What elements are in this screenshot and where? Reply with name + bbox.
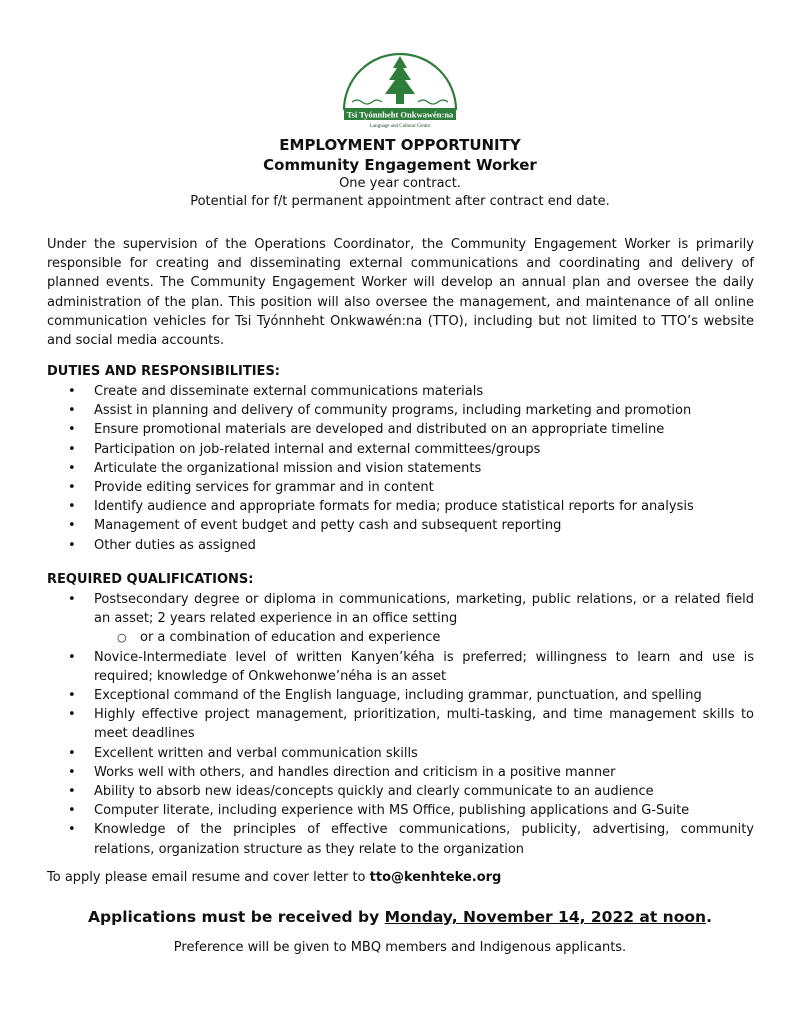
bullet-icon: •	[68, 422, 76, 438]
duties-list	[47, 382, 754, 555]
page-title: EMPLOYMENT OPPORTUNITY	[279, 136, 521, 154]
bullet-icon: •	[68, 460, 76, 476]
bullet-icon: •	[68, 592, 76, 607]
logo-subtitle-text: Language and Cultural Centre	[369, 124, 431, 129]
bullet-icon: •	[68, 537, 76, 553]
organization-logo	[338, 48, 462, 130]
qualifications-list	[47, 590, 754, 859]
list-item: • Ability to absorb new ideas/concepts quickly and clearly communicate to an audience	[47, 782, 754, 801]
bullet-icon: •	[68, 518, 76, 534]
potential-note: Potential for f/t permanent appointment after contract end date.	[190, 194, 610, 209]
apply-email[interactable]: tto@kenhteke.org	[369, 870, 502, 885]
deadline-date: Monday, November 14, 2022 at noon	[384, 908, 707, 926]
logo-banner-text: Tsi Tyónnheht Onkwawén:na	[346, 109, 454, 120]
bullet-icon: •	[68, 441, 76, 457]
hollow-bullet-icon: ○	[117, 631, 127, 645]
list-item: • Management of event budget and petty cash and subsequent reporting	[47, 516, 754, 535]
bullet-icon: •	[68, 688, 76, 704]
list-item: • Other duties as assigned	[47, 536, 754, 555]
bullet-icon: •	[68, 480, 76, 496]
list-item: • Excellent written and verbal communication skills	[47, 744, 754, 763]
list-item: • Create and disseminate external communications materials	[47, 382, 754, 401]
bullet-icon: •	[68, 384, 76, 399]
bullet-icon: •	[68, 499, 76, 515]
duties-heading: DUTIES AND RESPONSIBILITIES:	[47, 364, 281, 379]
bullet-icon: •	[68, 707, 76, 723]
list-item: • Articulate the organizational mission and vision statements	[47, 459, 754, 478]
apply-instructions: To apply please email resume and cover letter to tto@kenhteke.org	[47, 870, 502, 885]
bullet-icon: •	[68, 803, 76, 819]
preference-note: Preference will be given to MBQ members and Indigenous applicants.	[173, 940, 627, 955]
list-item: • Knowledge of the principles of effective communications, publicity, advertising, community relations, organization structure as they relate to the organization	[68, 822, 754, 857]
list-item: • Assist in planning and delivery of community programs, including marketing and promotion	[47, 401, 754, 420]
list-item: • Exceptional command of the English language, including grammar, punctuation, and spelling	[47, 686, 754, 705]
bullet-icon: •	[68, 403, 76, 419]
list-item: • Computer literate, including experience with MS Office, publishing applications and G-Suite	[47, 801, 754, 820]
bullet-icon: •	[68, 822, 76, 838]
list-item: • Works well with others, and handles direction and criticism in a positive manner	[47, 763, 754, 782]
bullet-icon: •	[68, 649, 76, 665]
list-item: • Provide editing services for grammar and in content	[47, 478, 754, 497]
list-item: • Novice-Intermediate level of written Kanyen’kéha is preferred; willingness to learn and use is required; knowledge of Onkwehonwe’néha is an asset	[68, 649, 754, 684]
list-item: • Participation on job-related internal and external committees/groups	[47, 440, 754, 459]
sub-list-item: ○ or a combination of education and experience	[47, 628, 754, 647]
position-title: Community Engagement Worker	[263, 156, 537, 174]
bullet-icon: •	[68, 764, 76, 780]
intro-paragraph: Under the supervision of the Operations Coordinator, the Community Engagement Worker is primarily responsible for creating and disseminating external communications and coordinating and delivery of planned events. The Community Engagement Worker will develop an annual plan and oversee the daily administration of the plan. This position will also oversee the management, and maintenance of all online communication vehicles for Tsi Tyónnheht Onkwawén:na (TTO), including but not limited to TTO’s website and social media accounts.	[47, 237, 754, 349]
bullet-icon: •	[68, 784, 76, 800]
bullet-icon: •	[68, 745, 76, 761]
contract-note: One year contract.	[339, 176, 461, 191]
list-item: • Identify audience and appropriate formats for media; produce statistical reports for analysis	[47, 497, 754, 516]
qualifications-heading: REQUIRED QUALIFICATIONS:	[47, 572, 254, 587]
deadline-notice: Applications must be received by Monday, November 14, 2022 at noon.	[88, 908, 712, 926]
list-item: • Highly effective project management, prioritization, multi-tasking, and time management skills to meet deadlines	[68, 707, 754, 742]
list-item: • Ensure promotional materials are developed and distributed on an appropriate timeline	[47, 420, 754, 439]
list-item: • Postsecondary degree or diploma in communications, marketing, public relations, or a related field an asset; 2 years related experience in an office setting	[68, 592, 754, 627]
